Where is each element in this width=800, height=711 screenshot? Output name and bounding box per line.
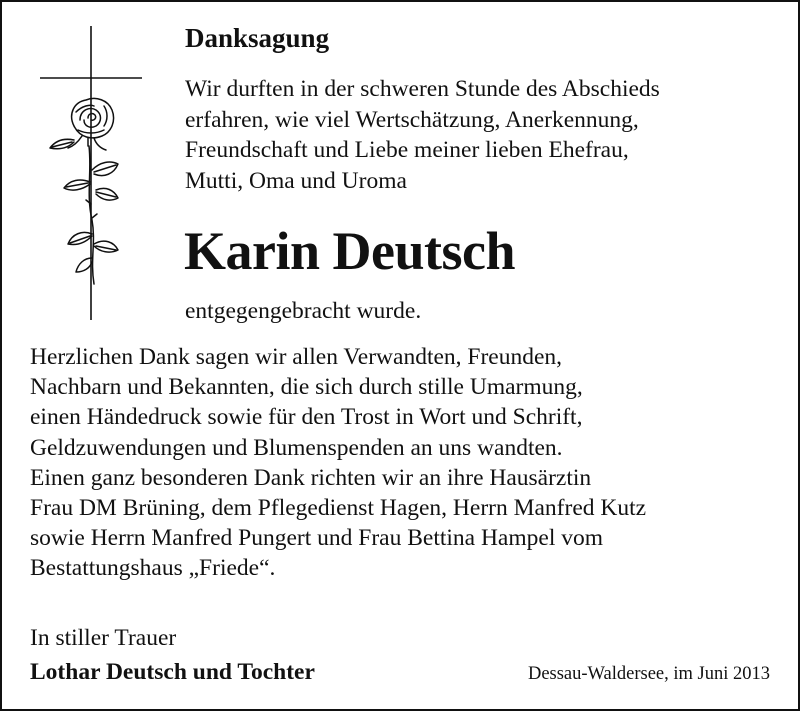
deceased-name: Karin Deutsch [184,221,515,281]
cross-with-rose-icon [34,22,146,322]
intro-line: Wir durften in der schweren Stunde des Abschieds [185,76,660,102]
body-line: einen Händedruck sowie für den Trost in Wort und Schrift, [30,404,583,431]
body-line: Nachbarn und Bekannten, die sich durch stille Umarmung, [30,374,583,401]
body-line: Geldzuwendungen und Blumenspenden an uns wandten. [30,434,563,461]
intro-line: Mutti, Oma und Uroma [185,167,407,194]
body-line: Bestattungshaus „Friede“. [30,555,276,582]
notice-heading: Danksagung [185,23,330,53]
body-line: Frau DM Brüning, dem Pflegedienst Hagen, Herrn Manfred Kutz [30,495,647,522]
place-date: Dessau-Waldersee, im Juni 2013 [527,664,770,684]
body-line: sowie Herrn Manfred Pungert und Frau Bettina Hampel vom [30,525,604,552]
intro-line: Freundschaft und Liebe meiner lieben Ehefrau, [185,137,629,163]
intro-paragraph [185,74,775,196]
body-line: Einen ganz besonderen Dank richten wir an ihre Hausärztin [30,464,592,491]
signer-name: Lothar Deutsch und Tochter [30,659,315,685]
after-name-text: entgegengebracht wurde. [185,298,422,324]
closing-phrase: In stiller Trauer [30,625,177,651]
cross-icon [40,26,142,320]
rose-icon [50,98,118,284]
body-line: Herzlichen Dank sagen wir allen Verwandten, Freunden, [30,344,563,370]
intro-line: erfahren, wie viel Wertschätzung, Anerkennung, [185,106,639,133]
thanks-paragraph [30,342,780,584]
